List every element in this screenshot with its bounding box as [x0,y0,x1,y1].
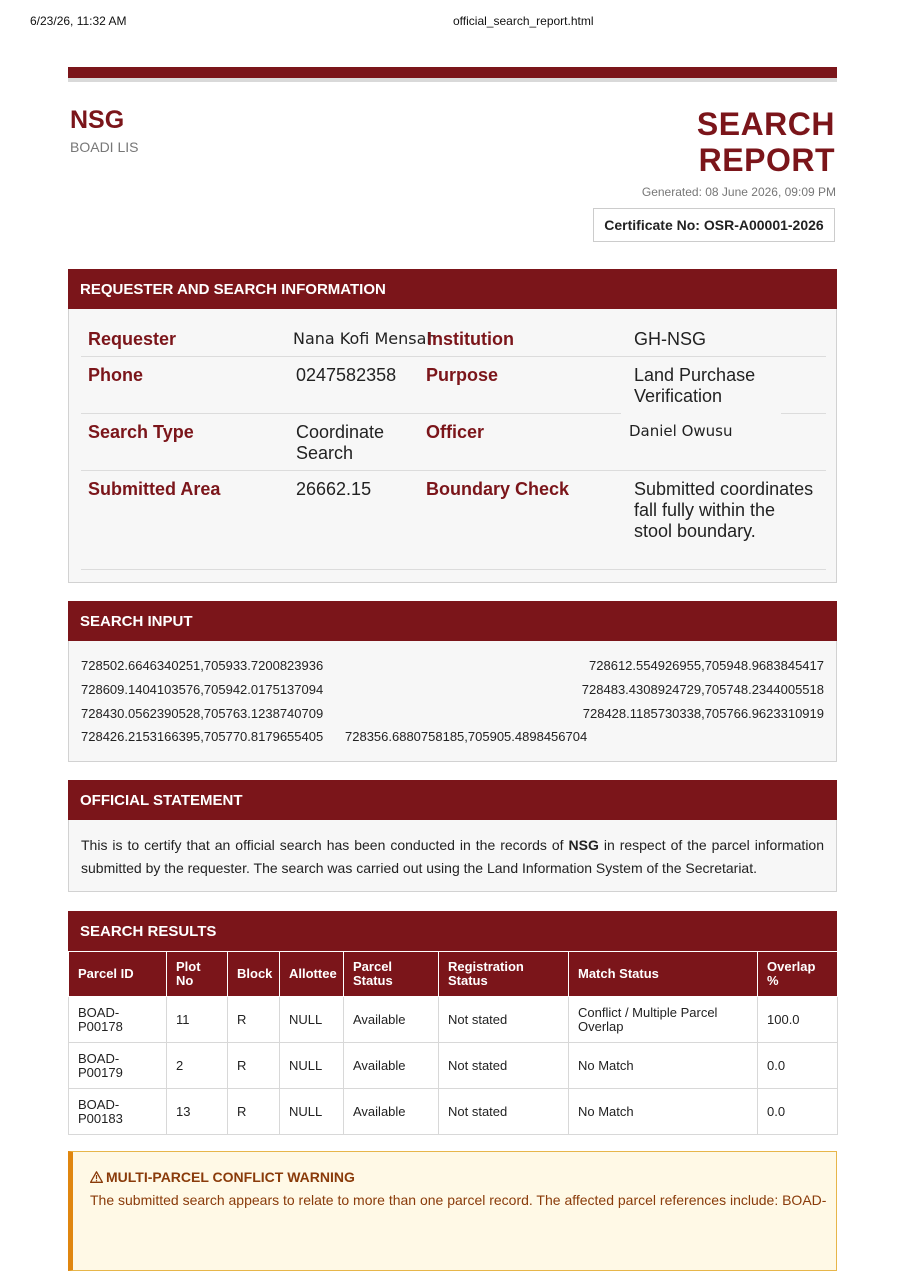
table-header-row [69,952,838,997]
statement-text-end: in respect of the parcel information submitted by the requester. The search was carried out using the Land Information System of the Secretariat. [81,837,824,876]
table-cell: 0.0 [758,1089,838,1135]
table-cell: BOAD-P00178 [69,997,167,1043]
institution-value: GH-NSG [634,329,706,349]
table-cell: No Match [569,1043,758,1089]
coordinate-pair: 728609.1404103576,705942.0175137094 [81,682,324,697]
phone-label: Phone [88,365,144,385]
print-datetime: 6/23/26, 11:32 AM [30,14,127,28]
search-input-panel [68,641,837,762]
brand-name: NSG [70,106,125,134]
report-title-line1: SEARCH [696,106,835,142]
table-cell: No Match [569,1089,758,1135]
boundary-check-value: Submitted coordinates fall fully within the stool boundary. [634,479,814,541]
table-row [69,1043,838,1089]
requester-info-panel [68,309,837,583]
table-cell: R [228,1089,280,1135]
table-cell: 2 [167,1043,228,1089]
column-header: Parcel Status [344,952,439,997]
table-cell: R [228,997,280,1043]
officer-label: Officer [426,422,485,442]
table-cell: Not stated [439,997,569,1043]
print-filename: official_search_report.html [453,14,594,28]
phone-value: 0247582358 [296,365,397,385]
column-header: Match Status [569,952,758,997]
info-row-divider [81,356,826,357]
column-header: Block [228,952,280,997]
brand-subtitle: BOADI LIS [70,139,139,155]
warning-text: The submitted search appears to relate to more than one parcel record. The affected parcel references include: BOAD- [90,1192,827,1208]
search-results-table [68,951,838,1135]
table-cell: Not stated [439,1043,569,1089]
table-cell: Not stated [439,1089,569,1135]
certificate-number: Certificate No: OSR-A00001-2026 [593,208,835,242]
generated-timestamp: Generated: 08 June 2026, 09:09 PM [641,185,836,199]
warning-title [90,1169,355,1185]
column-header: Registration Status [439,952,569,997]
coordinate-pair: 728356.6880758185,705905.4898456704 [345,729,588,744]
table-cell: NULL [280,1089,344,1135]
info-row-divider [781,413,826,414]
institution-label: Institution [427,329,514,349]
info-row-divider [81,470,826,471]
table-cell: Available [344,997,439,1043]
table-cell: R [228,1043,280,1089]
multi-parcel-warning [68,1151,837,1271]
table-cell: Available [344,1089,439,1135]
table-cell: Available [344,1043,439,1089]
coordinate-pair: 728428.1185730338,705766.9623310919 [582,706,824,721]
coordinate-pair: 728612.554926955,705948.9683845417 [589,658,824,673]
purpose-label: Purpose [426,365,499,385]
column-header: Allottee [280,952,344,997]
statement-org: NSG [568,837,599,853]
coordinate-pair: 728502.6646340251,705933.7200823936 [81,658,324,673]
requester-value: Nana Kofi Mensah [293,329,437,348]
boundary-check-label: Boundary Check [426,479,570,499]
column-header: Parcel ID [69,952,167,997]
statement-text [81,834,824,880]
table-row [69,997,838,1043]
report-title [697,106,835,178]
top-accent-bar [68,67,837,78]
statement-text-start: This is to certify that an official search has been conducted in the records of [81,837,569,853]
submitted-area-value: 26662.15 [296,479,372,499]
coordinate-pair: 728483.4308924729,705748.2344005518 [581,682,824,697]
table-cell: Conflict / Multiple Parcel Overlap [569,997,758,1043]
search-results-heading: SEARCH RESULTS [68,911,837,951]
submitted-area-label: Submitted Area [88,479,221,499]
table-cell: BOAD-P00179 [69,1043,167,1089]
print-header [0,14,912,30]
top-accent-rule [68,78,837,82]
requester-section-heading: REQUESTER AND SEARCH INFORMATION [68,269,837,309]
table-cell: 100.0 [758,997,838,1043]
official-statement-heading: OFFICIAL STATEMENT [68,780,837,820]
official-statement-panel [68,820,837,892]
info-row-divider [81,569,826,570]
column-header: Overlap % [758,952,838,997]
requester-label: Requester [88,329,177,349]
search-type-label: Search Type [88,422,194,442]
search-type-value: Coordinate Search [296,422,385,463]
table-cell: 13 [167,1089,228,1135]
column-header: Plot No [167,952,228,997]
officer-value: Daniel Owusu [629,422,733,440]
table-cell: 0.0 [758,1043,838,1089]
info-row-divider [81,413,621,414]
coordinate-pair: 728430.0562390528,705763.1238740709 [81,706,324,721]
warning-title-text: MULTI-PARCEL CONFLICT WARNING [106,1169,355,1185]
coordinate-pair: 728426.2153166395,705770.8179655405 [81,729,324,744]
report-title-line2: REPORT [698,142,835,178]
search-input-heading: SEARCH INPUT [68,601,837,641]
warning-triangle-icon [90,1171,103,1183]
purpose-value: Land Purchase Verification [634,365,756,406]
table-cell: BOAD-P00183 [69,1089,167,1135]
table-cell: NULL [280,1043,344,1089]
table-row [69,1089,838,1135]
table-cell: 11 [167,997,228,1043]
table-cell: NULL [280,997,344,1043]
